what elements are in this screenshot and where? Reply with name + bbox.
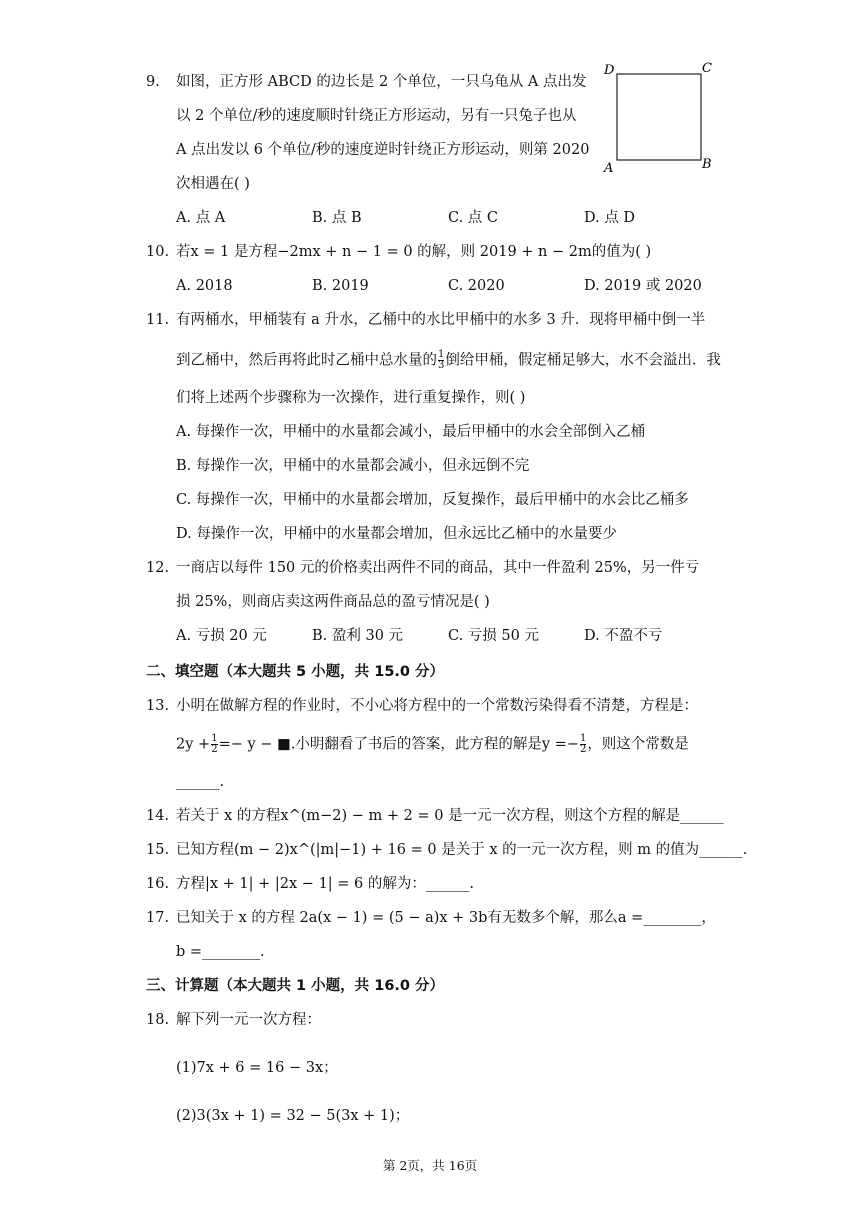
- q13-line-2-mid: =− y − ■.小明翻看了书后的答案，此方程的解是y =−: [218, 736, 579, 753]
- q13-line-2-pre: 2y +: [176, 736, 211, 753]
- q11-number: 11.: [146, 312, 170, 328]
- q12-option-a: A. 亏损 20 元: [176, 628, 267, 644]
- q9-number: 9.: [146, 74, 160, 90]
- square-abcd-figure: [600, 58, 720, 178]
- vertex-label-b: B: [702, 157, 712, 172]
- q15-number: 15.: [146, 842, 170, 858]
- q9-line-4: 次相遇在( ): [176, 176, 250, 192]
- q11-line-1: 有两桶水，甲桶装有 a 升水，乙桶中的水比甲桶中的水多 3 升．现将甲桶中倒一半: [176, 312, 706, 328]
- q18-line: 解下列一元一次方程：: [176, 1012, 321, 1028]
- q14-line: 若关于 x 的方程x^(m−2) − m + 2 = 0 是一元一次方程，则这个方程的解是______: [176, 808, 724, 824]
- q14-number: 14.: [146, 808, 170, 824]
- q9-line-1: 如图，正方形 ABCD 的边长是 2 个单位，一只乌龟从 A 点出发: [176, 74, 587, 90]
- fraction-denominator: 2: [211, 744, 218, 755]
- vertex-label-d: D: [604, 63, 615, 78]
- q12-line-1: 一商店以每件 150 元的价格卖出两件不同的商品，其中一件盈利 25%，另一件亏: [176, 560, 700, 576]
- q13-line-2-post: ，则这个常数是: [587, 736, 689, 753]
- q10-option-b: B. 2019: [312, 278, 369, 294]
- q11-line-3: 们将上述两个步骤称为一次操作，进行重复操作，则( ): [176, 390, 526, 406]
- fraction-denominator: 2: [579, 744, 587, 755]
- q12-line-2: 损 25%，则商店卖这两件商品总的盈亏情况是( ): [176, 594, 490, 610]
- q9-line-3: A 点出发以 6 个单位/秒的速度逆时针绕正方形运动，则第 2020: [176, 142, 590, 158]
- q15-line: 已知方程(m − 2)x^(|m|−1) + 16 = 0 是关于 x 的一元一次方程，则 m 的值为______.: [176, 842, 748, 858]
- q9-option-b: B. 点 B: [312, 210, 362, 226]
- fraction-one-half: [580, 734, 586, 755]
- q11-option-b: B. 每操作一次，甲桶中的水量都会减小，但永远倒不完: [176, 458, 530, 474]
- q17-number: 17.: [146, 910, 170, 926]
- q12-option-b: B. 盈利 30 元: [312, 628, 404, 644]
- fraction-one-third: [438, 350, 444, 371]
- q13-line-3: ______.: [176, 774, 225, 790]
- q11-line-2-pre: 到乙桶中，然后再将此时乙桶中总水量的: [176, 352, 437, 369]
- q12-option-d: D. 不盈不亏: [584, 628, 663, 644]
- q18-item-1: (1)7x + 6 = 16 − 3x；: [176, 1060, 338, 1076]
- q18-number: 18.: [146, 1012, 170, 1028]
- q9-line-2: 以 2 个单位/秒的速度顺时针绕正方形运动，另有一只兔子也从: [176, 108, 577, 124]
- fraction-numerator: 1: [438, 349, 445, 360]
- page-footer: 第 2页，共 16页: [382, 1158, 478, 1173]
- q18-item-2: (2)3(3x + 1) = 32 − 5(3x + 1)；: [176, 1108, 410, 1124]
- fraction-numerator: 1: [211, 733, 218, 744]
- q10-option-d: D. 2019 或 2020: [584, 278, 702, 294]
- vertex-label-c: C: [702, 61, 712, 76]
- q12-number: 12.: [146, 560, 170, 576]
- q10-option-a: A. 2018: [176, 278, 233, 294]
- q13-number: 13.: [146, 698, 170, 714]
- q11-option-d: D. 每操作一次，甲桶中的水量都会增加，但永远比乙桶中的水量要少: [176, 526, 617, 542]
- q9-option-a: A. 点 A: [176, 210, 226, 226]
- q10-line: 若x = 1 是方程−2mx + n − 1 = 0 的解，则 2019 + n − 2m的值为( ): [176, 244, 652, 260]
- q12-option-c: C. 亏损 50 元: [448, 628, 539, 644]
- q11-line-2-post: 倒给甲桶，假定桶足够大，水不会溢出．我: [445, 352, 721, 369]
- square-shape: [617, 74, 701, 160]
- vertex-label-a: A: [604, 161, 614, 176]
- fraction-denominator: 3: [438, 360, 445, 371]
- q11-option-c: C. 每操作一次，甲桶中的水量都会增加，反复操作，最后甲桶中的水会比乙桶多: [176, 492, 689, 508]
- q11-option-a: A. 每操作一次，甲桶中的水量都会减小，最后甲桶中的水会全部倒入乙桶: [176, 424, 646, 440]
- q11-line-2: [176, 350, 721, 371]
- q9-option-c: C. 点 C: [448, 210, 498, 226]
- fraction-one-half: [211, 734, 217, 755]
- section-fill-in-blank-heading: 二、填空题（本大题共 5 小题，共 15.0 分）: [146, 664, 445, 680]
- q9-option-d: D. 点 D: [584, 210, 636, 226]
- q17-line-1: 已知关于 x 的方程 2a(x − 1) = (5 − a)x + 3b有无数多个解，那么a =________，: [176, 910, 716, 926]
- q13-line-2: [176, 734, 689, 755]
- q16-number: 16.: [146, 876, 170, 892]
- section-calculation-heading: 三、计算题（本大题共 1 小题，共 16.0 分）: [146, 978, 445, 994]
- q13-line-1: 小明在做解方程的作业时，不小心将方程中的一个常数污染得看不清楚，方程是：: [176, 698, 698, 714]
- fraction-numerator: 1: [579, 733, 587, 744]
- q10-option-c: C. 2020: [448, 278, 505, 294]
- q17-line-2: b =________.: [176, 944, 265, 960]
- q16-line: 方程|x + 1| + |2x − 1| = 6 的解为：______.: [176, 876, 474, 892]
- q10-number: 10.: [146, 244, 170, 260]
